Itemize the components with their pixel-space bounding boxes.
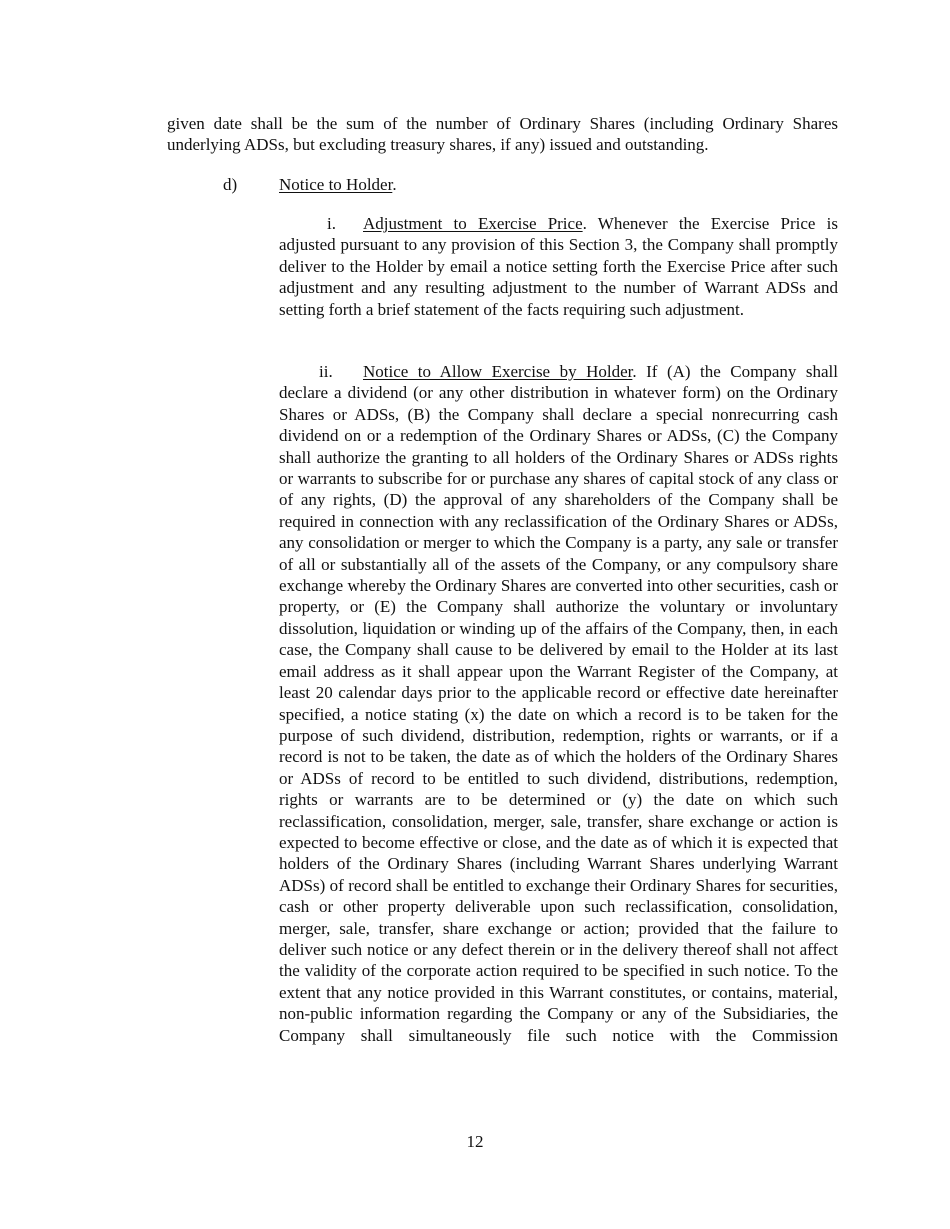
section-title-wrap (279, 174, 397, 195)
section-title: Notice to Holder (279, 175, 393, 194)
section-number: d) (223, 175, 238, 194)
paragraph-top: given date shall be the sum of the number of Ordinary Shares (including Ordinary Shares underlying ADSs, but excluding treasury shares, if any) issued and outstanding. (167, 114, 838, 155)
item-i-heading: Adjustment to Exercise Price (363, 214, 583, 233)
item-i-paragraph (279, 213, 838, 320)
section-title-punct: . (392, 175, 397, 194)
item-ii-paragraph (279, 361, 838, 1046)
item-ii-body: . If (A) the Company shall declare a dividend (or any other distribution in whatever form) on the Ordinary Shares or ADSs, (B) the Company shall declare a special nonrecurring cash dividend on or a redemption of the Ordinary Shares or ADSs, (C) the Company shall authorize the granting to all holders of the Ordinary Shares or ADSs rights or warrants to subscribe for or purchase any shares of capital stock of any class or of any rights, (D) the approval of any shareholders of the Company shall be required in connection with any reclassification of the Ordinary Shares or ADSs, any consolidation or merger to which the Company is a party, any sale or transfer of all or substantially all of the assets of the Company, or any compulsory share exchange whereby the Ordinary Shares are converted into other securities, cash or property, or (E) the Company shall authorize the voluntary or involuntary dissolution, liquidation or winding up of the affairs of the Company, then, in each case, the Company shall cause to be delivered by email to the Holder at its last email address as it shall appear upon the Warrant Register of the Company, at least 20 calendar days prior to the applicable record or effective date hereinafter specified, a notice stating (x) the date on which a record is to be taken for the purpose of such dividend, distribution, redemption, rights or warrants, or if a record is not to be taken, the date as of which the holders of the Ordinary Shares or ADSs of record to be entitled to such dividend, distributions, redemption, rights or warrants are to be determined or (y) the date on which such reclassification, consolidation, merger, sale, transfer, share exchange or action is expected to become effective or close, and the date as of which it is expected that holders of the Ordinary Shares (including Warrant Shares underlying Warrant ADSs) of record shall be entitled to exchange their Ordinary Shares for securities, cash or other property deliverable upon such reclassification, consolidation, merger, sale, transfer, share exchange or action; provided that the failure to deliver such notice or any defect therein or in the delivery thereof shall not affect the validity of the corporate action required to be specified in such notice. To the extent that any notice provided in this Warrant constitutes, or contains, material, non-public information regarding the Company or any of the Subsidiaries, the Company shall simultaneously file such notice with the Commission (279, 362, 839, 1045)
item-ii-heading: Notice to Allow Exercise by Holder (363, 362, 633, 381)
page-number: 12 (466, 1132, 484, 1151)
item-i-numeral: i. (327, 214, 336, 233)
item-ii-numeral: ii. (319, 362, 333, 381)
item-i-body: . Whenever the Exercise Price is adjusted pursuant to any provision of this Section 3, the Company shall promptly deliver to the Holder by email a notice setting forth the Exercise Price after such adjustment and any resulting adjustment to the number of Warrant ADSs and setting forth a brief statement of the facts requiring such adjustment. (279, 214, 838, 319)
